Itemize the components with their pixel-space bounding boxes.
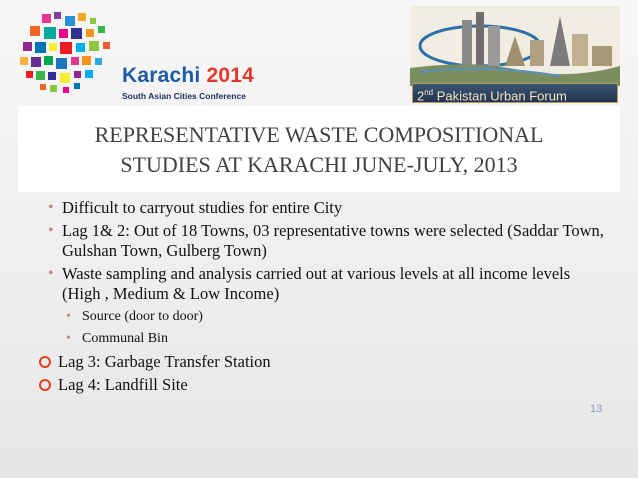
- forum-name: Pakistan Urban Forum: [433, 88, 567, 104]
- forum-ordinal-suffix: nd: [424, 88, 434, 97]
- bullet-text: Lag 1& 2: Out of 18 Towns, 03 representative towns were selected (Saddar Town, Gulshan Town, Gulberg Town): [62, 221, 604, 260]
- karachi-logo-word: Karachi: [122, 64, 207, 87]
- page-number: 13: [590, 403, 603, 415]
- karachi-logo-subtitle: South Asian Cities Conference: [122, 91, 246, 101]
- slide-title-line: REPRESENTATIVE WASTE COMPOSITIONAL: [94, 122, 544, 147]
- sub-bullet-text: Source (door to door): [82, 309, 203, 324]
- slide-title-line: STUDIES AT KARACHI JUNE-JULY, 2013: [120, 152, 518, 177]
- ring-bullet-text: Lag 4: Landfill Site: [58, 375, 188, 394]
- mosaic-squares-icon: [20, 12, 130, 98]
- ring-bullet-icon: [39, 356, 51, 368]
- karachi-logo-title: [122, 64, 254, 88]
- pakistan-urban-forum-logo: [410, 6, 620, 106]
- bullet-dot-icon: •: [66, 309, 71, 324]
- title-band: [18, 106, 620, 192]
- bullet-item: [26, 221, 606, 261]
- bullet-item: [26, 264, 606, 304]
- ring-bullet-text: Lag 3: Garbage Transfer Station: [58, 352, 271, 371]
- forum-ordinal-number: 2: [417, 88, 425, 104]
- slide-body: [26, 198, 606, 397]
- bullet-text: Difficult to carryout studies for entire City: [62, 198, 343, 217]
- karachi-2014-logo: [20, 12, 255, 104]
- bullet-text: Waste sampling and analysis carried out at various levels at all income levels (High , Medium & Low Income): [62, 264, 571, 303]
- bullet-dot-icon: •: [48, 222, 54, 239]
- karachi-logo-year: 2014: [206, 64, 255, 87]
- bullet-item: [26, 198, 606, 218]
- city-skyline-icon: [410, 6, 620, 86]
- bullet-dot-icon: •: [48, 199, 54, 216]
- ring-bullet-item: [26, 374, 606, 395]
- sub-bullet-item: [26, 307, 606, 326]
- sub-bullet-item: [26, 329, 606, 348]
- bullet-dot-icon: •: [66, 331, 71, 346]
- ring-bullet-icon: [39, 379, 51, 391]
- slide-title: [18, 120, 620, 180]
- ring-bullet-item: [26, 351, 606, 372]
- sub-bullet-text: Communal Bin: [82, 331, 168, 346]
- bullet-dot-icon: •: [48, 265, 54, 282]
- forum-banner: [412, 83, 618, 103]
